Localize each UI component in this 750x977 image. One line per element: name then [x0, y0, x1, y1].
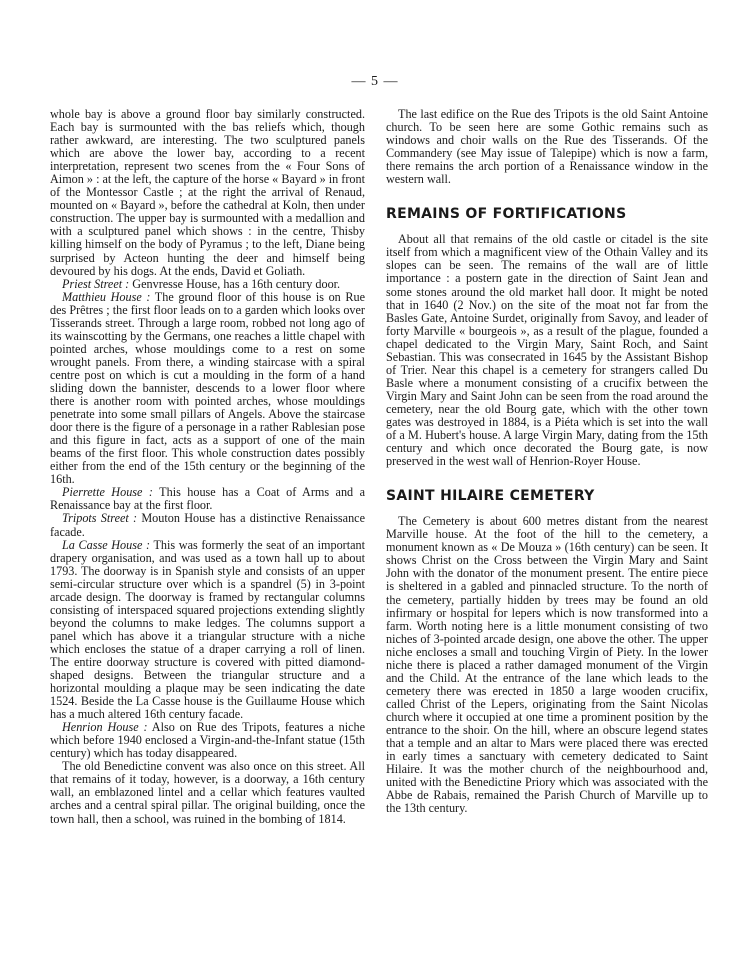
- paragraph-cemetery: The Cemetery is about 600 metres distant from the nearest Marville house. At the foot of the hill to the cemetery, a monument known as « De Mouza » (16th century) can be seen. It shows Christ on the Cross between the Virgin Mary and Saint John with the donator of the monument present. The entire piece is sheltered in a gabled and pinnacled structure. To the north of the cemetery, partially hidden by trees may be found an old infirmary or hospital for lepers which is now transformed into a farm. Worth noting here is a little monument consisting of two niches of 3-pointed arcade design, one above the other. The upper niche encloses a small and touching Virgin of Piety. In the lower niche there is placed a rather damaged monument of the Virgin and the Child. At the entrance of the lane which leads to the cemetery there was erected in 1850 a large wooden crucifix, called Christ of the Lepers, originating from the Saint Nicolas church where it occupied at one time a prominent position by the entrance to the shoir. On the hill, where an obscure legend states that a temple and an altar to Mars were placed there was erected in early times a sanctuary with cemetery dedicated to Saint Hilaire. It was the mother church of the neighbourhood and, united with the Benedictine Priory which was associated with the Abbe de Rabais, remained the Parish Church of Marville up to the 13th century.: [386, 514, 708, 816]
- paragraph-la-casse-house: La Casse House : This was formerly the seat of an important drapery organisation, and was used as a town hall up to about 1793. The doorway is in Spanish style and consists of an upper semi-circular structure over which is a spandrel (5) in 3-point arcade design. The doorway is framed by rectangular columns consisting of interspaced squared projections extending slightly beyond the columns to make ledges. The columns support a panel which has above it a triangular structure with a niche which encloses the statue of a draper carrying a roll of linen. The entire doorway structure is covered with pitted diamond-shaped designs. Between the triangular structure and a horizontal moulding a plaque may be seen indicating the date 1524. Beside the La Casse house is the Guillaume House which has a much altered 16th century facade.: [50, 537, 365, 722]
- heading-fortifications: REMAINS OF FORTIFICATIONS: [386, 206, 627, 223]
- page-number: — 5 —: [351, 74, 399, 89]
- paragraph-fortifications: About all that remains of the old castle or citadel is the site itself from which a magnificent view of the Othain Valley and its slopes can be seen. The remains of the wall are of little importance : a postern gate in the direction of Saint Jean and some stones around the old market hall door. It might be noted that in 1640 (2 Nov.) on the site of the moat not far from the Basles Gate, Antoine Surdet, originally from Savoy, and leader of forty Marville « bourgeois », as a result of the plague, founded a chapel dedicated to the Virgin Mary, Saint Roch, and Saint Sebastian. This was consecrated in 1645 by the Assistant Bishop of Trier. Near this chapel is a cemetery for strangers called Du Basle where a monument consisting of a crucifix between the Virgin Mary and Saint John can be seen from the road around the cemetery, near the old Bourg gate, which with the other town gates was destroyed in 1884, is a Piéta which is set into the wall of a M. Hubert's house. A large Virgin Mary, dating from the 15th century and which once decorated the Bourg gate, is now preserved in the west wall of Henrion-Royer House.: [386, 232, 708, 469]
- paragraph-tripots-street: Tripots Street : Mouton House has a distinctive Renaissance facade.: [50, 511, 365, 539]
- paragraph-pierrette-house: Pierrette House : This house has a Coat of Arms and a Renaissance bay at the first floor.: [50, 485, 365, 513]
- right-column: [386, 108, 708, 815]
- paragraph-bay-reliefs: whole bay is above a ground floor bay similarly constructed. Each bay is surmounted with the bas reliefs which, though rather awkward, are interesting. The two sculptured panels which are above the lower bay, according to a recent interpretation, represent two scenes from the « Four Sons of Aimon » : at the left, the capture of the horse « Bayard » in front of the Montessor Castle ; at the right the arrival of Renaud, mounted on « Bayard », before the cathedral at Koln, then under construction. The upper bay is surmounted with a medallion and with a sculptured panel which shows : in the centre, Thisby killing himself on the body of Pyramus ; to the left, Diane being surprised by Acteon hunting the deer and himself being devoured by his dogs. At the ends, David et Goliath.: [50, 107, 365, 278]
- heading-cemetery: SAINT HILAIRE CEMETERY: [386, 488, 595, 505]
- paragraph-saint-antoine: The last edifice on the Rue des Tripots is the old Saint Antoine church. To be seen here are some Gothic remains such as windows and choir walls on the Rue des Tisserands. Of the Commandery (see May issue of Talepipe) which is now a farm, there remains the arch portion of a Renaissance window in the western wall.: [386, 107, 708, 187]
- paragraph-priest-street: Priest Street : Genvresse House, has a 16th century door.: [62, 276, 341, 291]
- paragraph-henrion-house: Henrion House : Also on Rue des Tripots, features a niche which before 1940 enclosed a Virgin-and-the-Infant statue (15th century) which has today disappeared.: [50, 720, 365, 761]
- paragraph-matthieu-house: Matthieu House : The ground floor of this house is on Rue des Prêtres ; the first floor leads on to a garden which looks over Tisserands street. Through a large room, robbed not long ago of its wainscotting by the Germans, one reaches a little chapel with pointed arches, whose mouldings come to a rest on some wrought panels. From there, a winding staircase with a spiral centre post on which is cut a moulding in the form of a hand sliding down the bannister, descends to a lower floor where there is another room with pointed arches, whose mouldings penetrate into some small pillars of Angels. Above the staircase door there is the figure of a personage in a rather Rablesian pose and this figure in fact, acts as a support of one of the main beams of the first floor. This whole construction dates possibly either from the end of the 15th century or the beginning of the 16th.: [50, 289, 365, 487]
- paragraph-benedictine-convent: The old Benedictine convent was also once on this street. All that remains of it today, however, is a doorway, a 16th century wall, an emblazoned lintel and a cellar which features vaulted arches and a central spiral pillar. The original building, once the town hall, then a school, was ruined in the bombing of 1814.: [50, 759, 365, 826]
- left-column: [50, 108, 365, 826]
